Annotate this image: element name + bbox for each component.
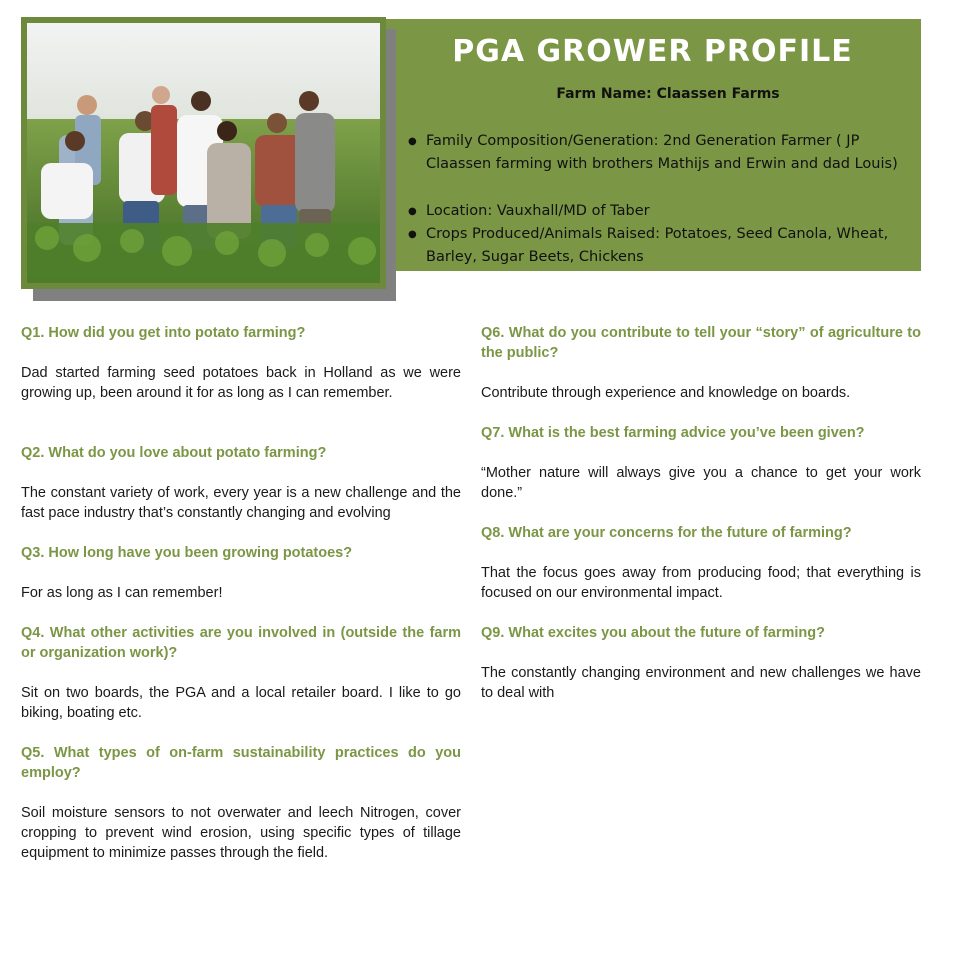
bullet-family: ● Family Composition/Generation: 2nd Generation Farmer ( JP Claassen farming with brothers Mathijs and Erwin and dad Louis) [406, 130, 916, 176]
question-6: Q6. What do you contribute to tell your “story” of agriculture to the public? [481, 325, 921, 361]
right-column [481, 323, 921, 723]
bullet-location: ● Location: Vauxhall/MD of Taber [406, 200, 916, 223]
answer-2: The constant variety of work, every year is a new challenge and the fast pace industry that’s constantly changing and evolving [21, 485, 461, 521]
photo-frame [21, 17, 386, 289]
question-4: Q4. What other activities are you involved in (outside the farm or organization work)? [21, 625, 461, 661]
family-photo [27, 23, 380, 283]
answer-9: The constantly changing environment and new challenges we have to deal with [481, 665, 921, 701]
bullet-crops: ● Crops Produced/Animals Raised: Potatoes, Seed Canola, Wheat, Barley, Sugar Beets, Chickens [406, 223, 916, 269]
question-8: Q8. What are your concerns for the future of farming? [481, 525, 852, 541]
question-2: Q2. What do you love about potato farming? [21, 445, 327, 461]
profile-bullets [406, 130, 916, 269]
question-9: Q9. What excites you about the future of farming? [481, 625, 825, 641]
farm-name: Farm Name: Claassen Farms [556, 86, 780, 102]
answer-3: For as long as I can remember! [21, 585, 223, 601]
question-3: Q3. How long have you been growing potatoes? [21, 545, 353, 561]
left-column [21, 323, 461, 883]
answer-5: Soil moisture sensors to not overwater and leech Nitrogen, cover cropping to prevent wind erosion, using specific types of tillage equipment to minimize passes through the field. [21, 805, 461, 861]
question-1: Q1. How did you get into potato farming? [21, 325, 306, 341]
answer-4: Sit on two boards, the PGA and a local retailer board. I like to go biking, boating etc. [21, 685, 461, 721]
question-5: Q5. What types of on-farm sustainability practices do you employ? [21, 745, 461, 781]
answer-7: “Mother nature will always give you a chance to get your work done.” [481, 465, 921, 501]
question-7: Q7. What is the best farming advice you’ve been given? [481, 425, 865, 441]
answer-6: Contribute through experience and knowledge on boards. [481, 385, 851, 401]
answer-8: That the focus goes away from producing food; that everything is focused on our environmental impact. [481, 565, 921, 601]
page-title: PGA GROWER PROFILE [452, 34, 853, 69]
answer-1: Dad started farming seed potatoes back in Holland as we were growing up, been around it for as long as I can remember. [21, 365, 461, 401]
